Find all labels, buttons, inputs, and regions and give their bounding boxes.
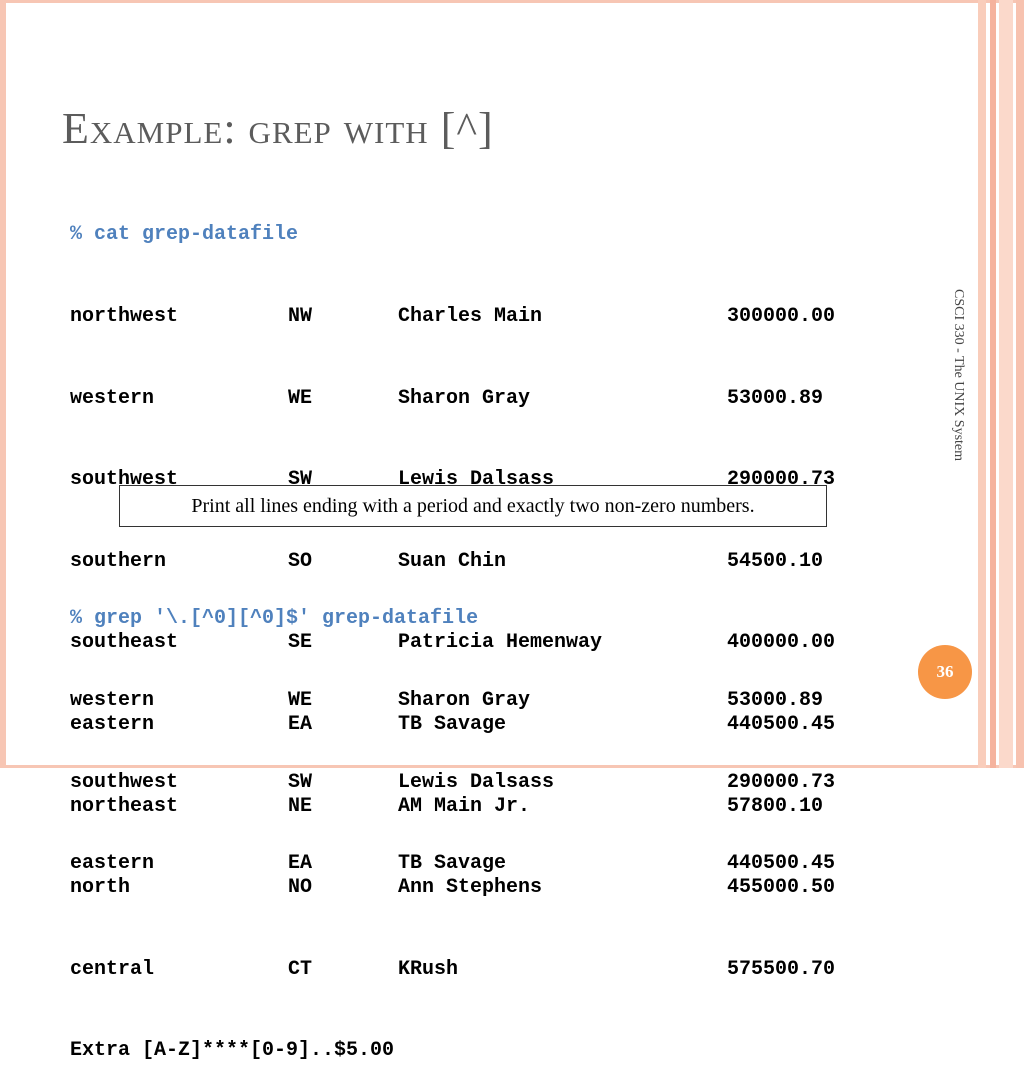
cell-code: SO [288,549,313,573]
cell-amount: 57800.10 [727,794,824,818]
cell-amount: 300000.00 [727,305,836,328]
cell-region: southwest [70,468,179,492]
cell-name: Suan Chin [398,549,507,573]
cell-name: Sharon Gray [398,386,531,410]
cell-amount: 290000.73 [727,468,836,492]
table-row [70,850,835,877]
course-side-label: CSCI 330 - The UNIX System [951,288,966,462]
cell-code: SW [288,770,313,794]
cell-name: Ann Stephens [398,876,543,900]
cell-amount: 53000.89 [727,689,824,712]
extra-line: Extra [A-Z]****[0-9]..$5.00 [70,1039,395,1063]
cell-amount: 455000.50 [727,876,836,900]
cell-region: northeast [70,794,179,818]
cell-region: eastern [70,852,155,876]
cell-name: Patricia Hemenway [398,631,603,655]
cell-code: WE [288,386,313,410]
cell-code: WE [288,689,313,712]
cell-region: southwest [70,770,179,794]
cell-region: western [70,386,155,410]
table-row [70,956,835,983]
cell-name: TB Savage [398,712,507,736]
cell-region: northwest [70,305,179,328]
decorative-stripe [990,0,996,768]
cell-code: CT [288,957,313,981]
cell-region: southeast [70,631,179,655]
cell-name: Sharon Gray [398,689,531,712]
table-row [70,303,835,330]
cell-code: NE [288,794,313,818]
table-row [70,687,835,714]
cell-region: central [70,957,155,981]
cell-code: EA [288,712,313,736]
cell-code: NW [288,305,313,328]
cell-amount: 290000.73 [727,770,836,794]
cell-code: EA [288,852,313,876]
cat-command: % cat grep-datafile [70,223,299,247]
cell-region: southern [70,549,167,573]
cell-name: KRush [398,957,459,981]
table-row [70,769,835,796]
decorative-stripe [999,0,1013,768]
cell-name: Lewis Dalsass [398,770,555,794]
cell-region: eastern [70,712,155,736]
cell-region: western [70,689,155,712]
code-block-grep [70,551,835,905]
grep-command: % grep '\.[^0][^0]$' grep-datafile [70,607,479,631]
slide-title: Example: grep with [^] [62,104,494,153]
frame-top-border [0,0,1024,3]
cell-name: Lewis Dalsass [398,468,555,492]
cell-amount: 400000.00 [727,631,836,655]
cell-code: SE [288,631,313,655]
decorative-stripe [1016,0,1024,768]
page-number-badge: 36 [918,645,972,699]
cell-amount: 575500.70 [727,957,836,981]
cell-name: TB Savage [398,852,507,876]
cell-amount: 54500.10 [727,549,824,573]
cell-name: Charles Main [398,305,543,328]
cell-code: NO [288,876,313,900]
cell-code: SW [288,468,313,492]
decorative-stripe [978,0,986,768]
cell-region: north [70,876,131,900]
cell-amount: 440500.45 [727,712,836,736]
table-row [70,385,835,412]
cell-amount: 440500.45 [727,852,836,876]
explanation-box: Print all lines ending with a period and exactly two non-zero numbers. [119,485,827,527]
cell-name: AM Main Jr. [398,794,531,818]
cell-amount: 53000.89 [727,386,824,410]
frame-left-border [0,0,6,768]
